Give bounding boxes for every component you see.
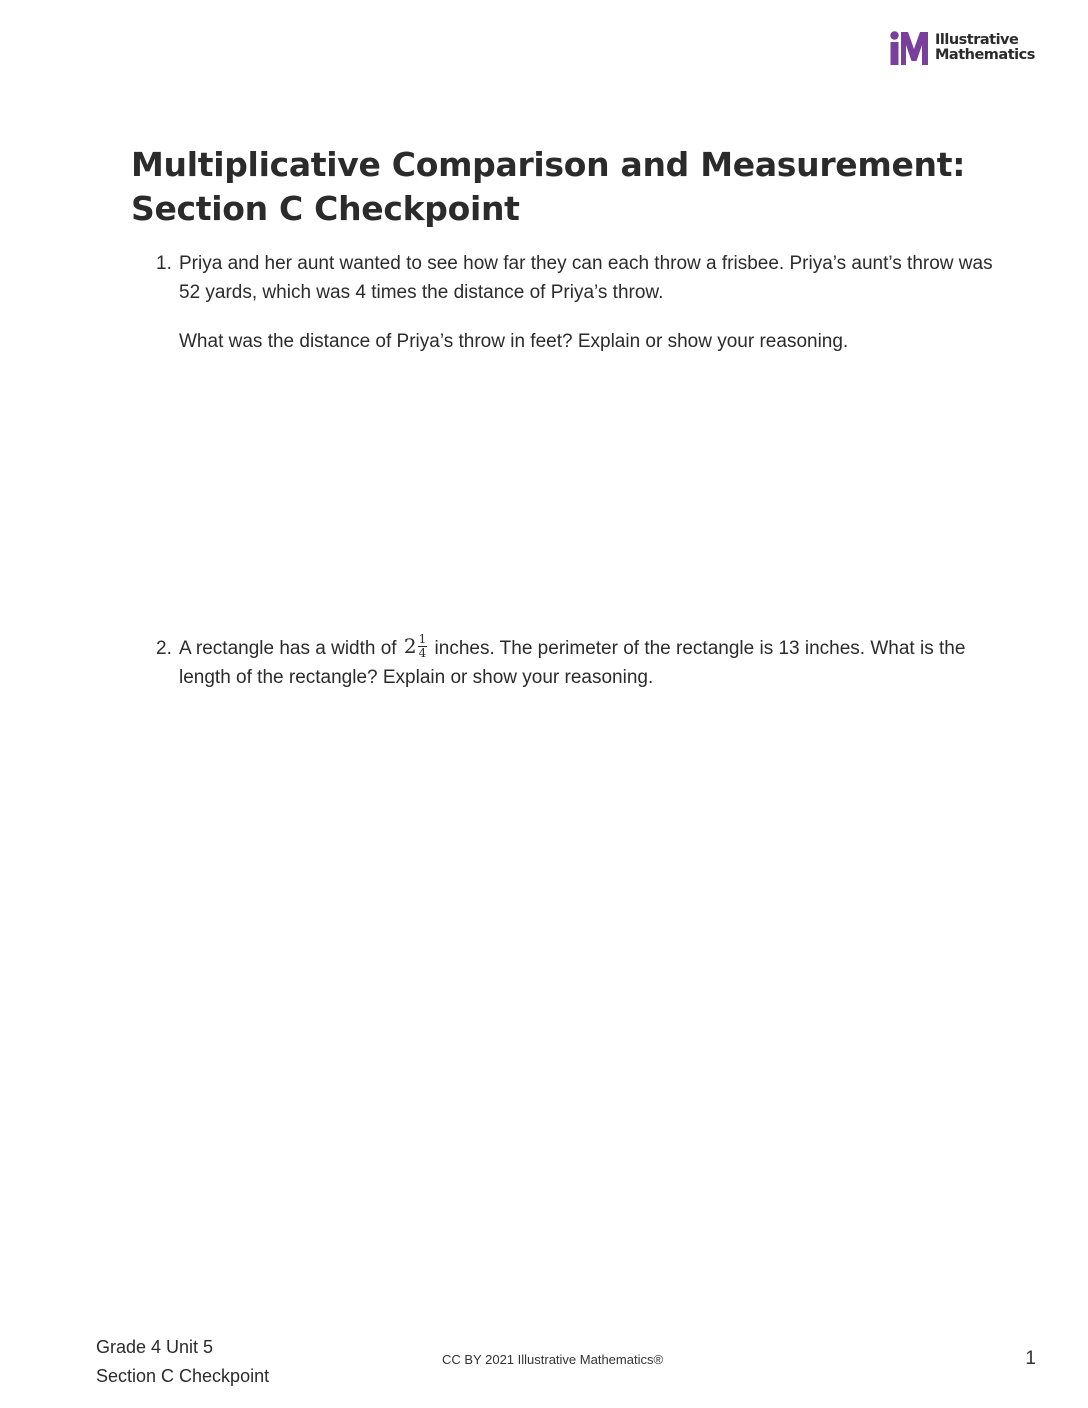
question-2-text-before: A rectangle has a width of [179,638,397,659]
mixed-number-whole: 2 [403,634,417,659]
question-2 [156,634,1006,692]
fraction-denominator: 4 [418,646,427,661]
question-1-body [179,249,1006,356]
question-2-text-after: inches. The perimeter of the rectangle is 13 inches. What is the length of the rectangle? Explain or show your reasoning. [179,638,966,689]
logo-wordmark [935,33,1035,63]
question-1-number: 1. [156,253,172,274]
page-title [131,143,1011,231]
logo-line-2: Mathematics [935,47,1035,63]
footer-grade-unit: Grade 4 Unit 5 [96,1337,214,1357]
im-logo-icon [889,31,929,65]
question-2-number: 2. [156,638,172,659]
title-line-2: Section C Checkpoint [131,189,520,228]
question-1-prompt: Priya and her aunt wanted to see how far they can each throw a frisbee. Priya’s aunt’s throw was 52 yards, which was 4 times the distance of Priya’s throw. [179,253,993,303]
mixed-number [404,632,427,661]
question-2-body [179,634,1006,692]
brand-logo [889,30,1035,66]
footer-copyright: CC BY 2021 Illustrative Mathematics® [442,1352,664,1367]
fraction-numerator: 1 [418,632,427,647]
page-number: 1 [1025,1348,1036,1369]
logo-line-1: Illustrative [935,32,1019,48]
question-1 [156,249,1006,356]
footer-course-info [96,1333,269,1391]
question-2-prompt [179,634,1006,692]
title-line-1: Multiplicative Comparison and Measurement: [131,145,966,184]
footer-section: Section C Checkpoint [96,1366,270,1386]
fraction [418,633,428,660]
question-1-instruction: What was the distance of Priya’s throw in feet? Explain or show your reasoning. [179,331,849,352]
